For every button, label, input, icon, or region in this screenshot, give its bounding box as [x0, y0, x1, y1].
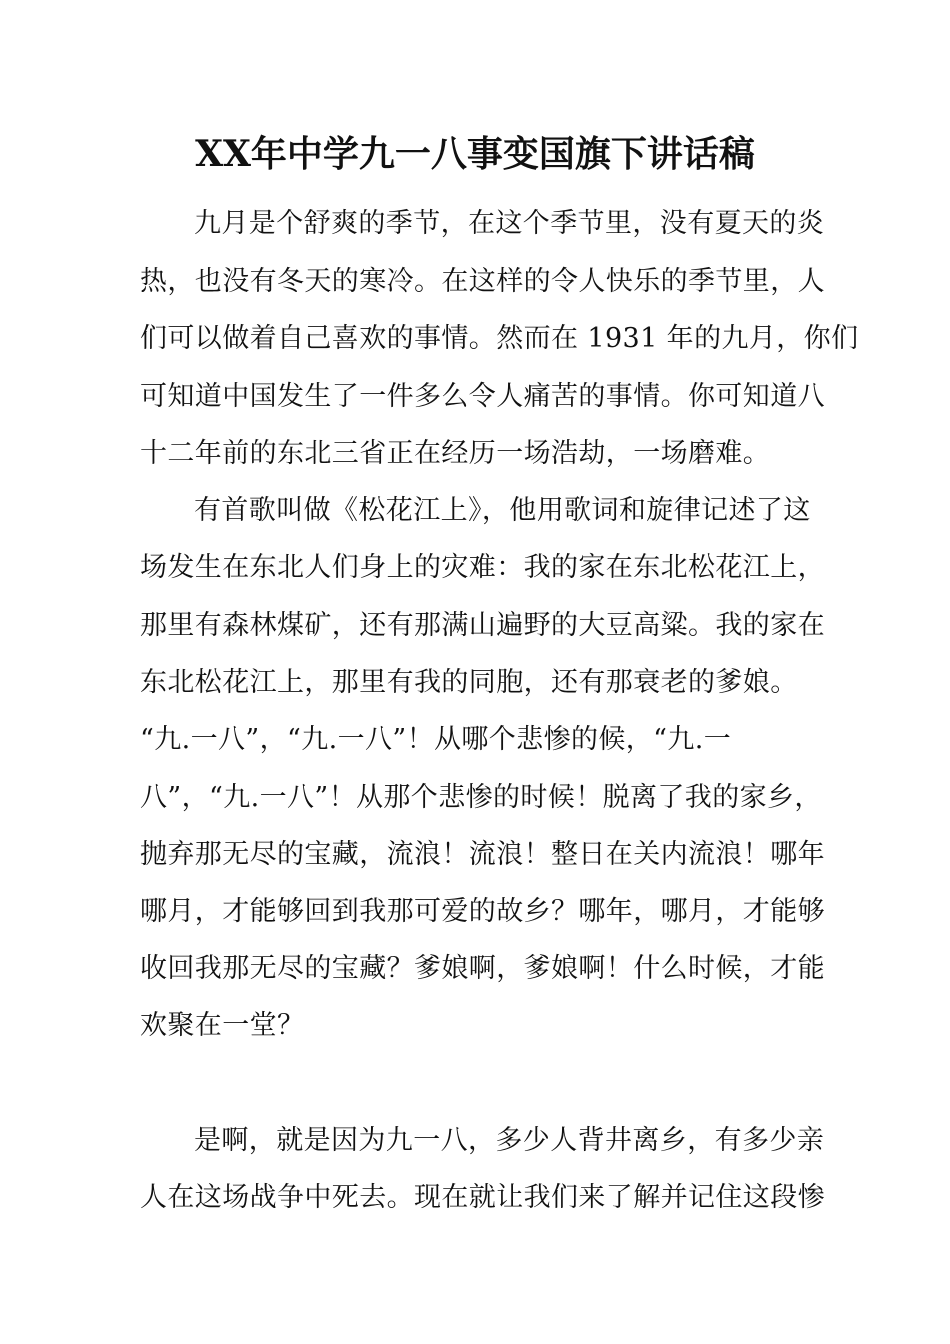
- paragraph-2-line-3: 那里有森林煤矿，还有那满山遍野的大豆高粱。我的家在: [140, 610, 825, 641]
- paragraph-2-line-10: 欢聚在一堂？: [140, 1010, 305, 1041]
- paragraph-2-line-4: 东北松花江上，那里有我的同胞，还有那衰老的爹娘。: [140, 667, 798, 698]
- document-title: XX年中学九一八事变国旗下讲话稿: [195, 133, 755, 175]
- paragraph-2-line-6: 八”，“九.一八”！从那个悲惨的时候！脱离了我的家乡，: [140, 782, 822, 813]
- paragraph-1-line-2: 热，也没有冬天的寒冷。在这样的令人快乐的季节里，人: [140, 266, 825, 297]
- paragraph-2-line-5: “九.一八”，“九.一八”！从哪个悲惨的候，“九.一: [140, 724, 732, 755]
- paragraph-2-line-8: 哪月，才能够回到我那可爱的故乡？哪年，哪月，才能够: [140, 896, 825, 927]
- paragraph-3-line-1: 是啊，就是因为九一八，多少人背井离乡，有多少亲: [194, 1125, 825, 1156]
- paragraph-1-line-3: 们可以做着自己喜欢的事情。然而在 1931 年的九月，你们: [140, 323, 859, 354]
- paragraph-2-line-7: 抛弃那无尽的宝藏，流浪！流浪！整日在关内流浪！哪年: [140, 839, 825, 870]
- paragraph-2-line-2: 场发生在东北人们身上的灾难：我的家在东北松花江上，: [140, 552, 825, 583]
- paragraph-2-line-1: 有首歌叫做《松花江上》，他用歌词和旋律记述了这: [194, 495, 811, 526]
- paragraph-2-line-9: 收回我那无尽的宝藏？爹娘啊，爹娘啊！什么时候，才能: [140, 953, 825, 984]
- paragraph-1-line-1: 九月是个舒爽的季节，在这个季节里，没有夏天的炎: [194, 208, 825, 239]
- paragraph-3-line-2: 人在这场战争中死去。现在就让我们来了解并记住这段惨: [140, 1182, 825, 1213]
- paragraph-1-line-5: 十二年前的东北三省正在经历一场浩劫，一场磨难。: [140, 438, 771, 469]
- paragraph-1-line-4: 可知道中国发生了一件多么令人痛苦的事情。你可知道八: [140, 381, 825, 412]
